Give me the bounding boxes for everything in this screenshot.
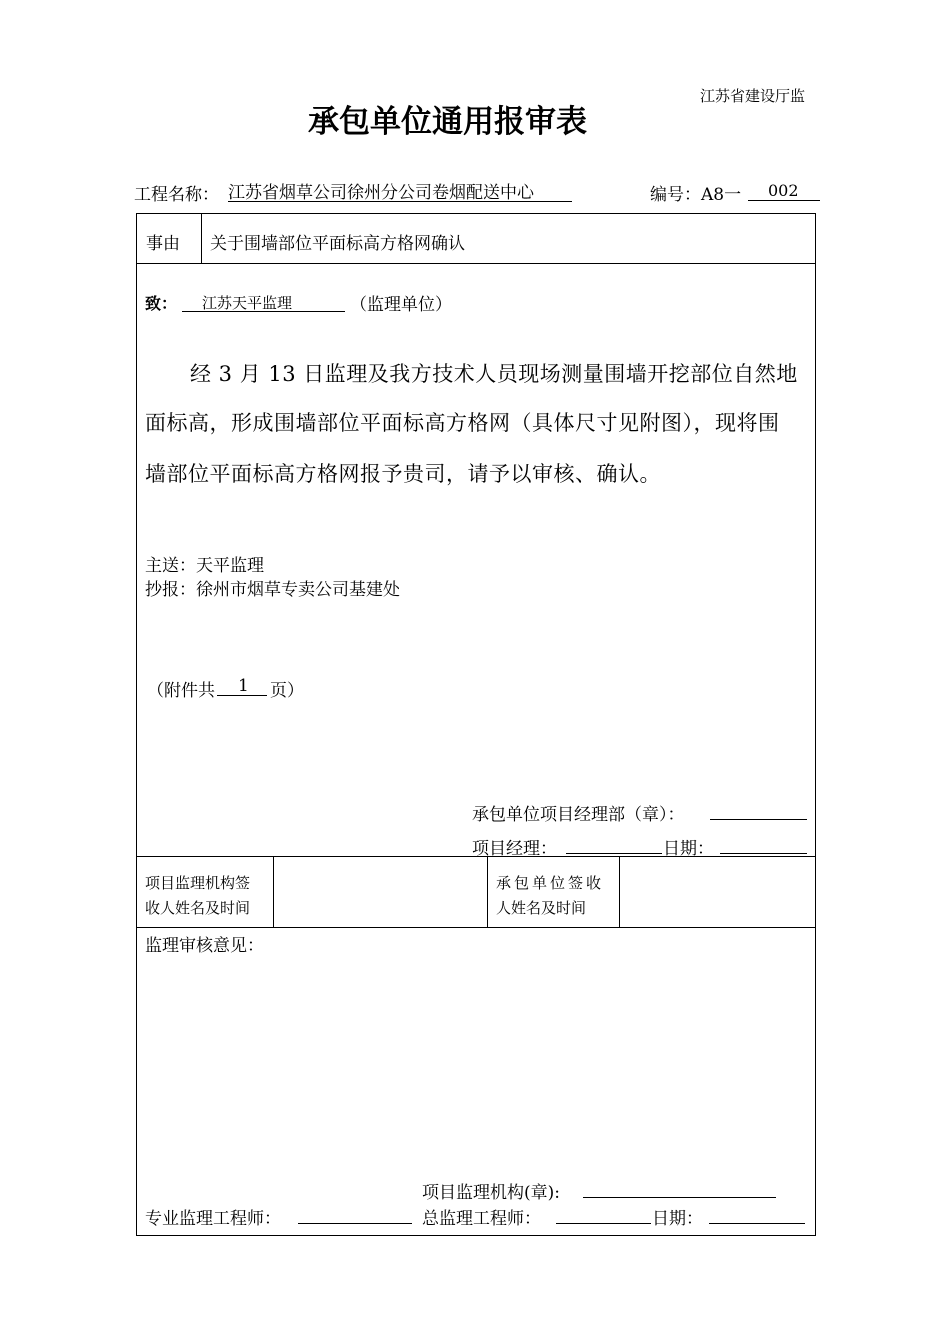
review-chief-label: 总监理工程师： — [422, 1209, 541, 1229]
review-chief-underline — [556, 1223, 651, 1224]
contractor-manager-underline — [566, 853, 662, 854]
to-label: 致： — [145, 294, 178, 313]
review-org-label: 项目监理机构(章): — [422, 1183, 560, 1203]
contractor-date-underline — [720, 853, 807, 854]
subject-divider — [201, 213, 202, 263]
number-label: 编号：A8一 — [650, 185, 742, 205]
body-line-3: 墙部位平面标高方格网报予贵司，请予以审核、确认。 — [145, 462, 661, 486]
number-value: 002 — [768, 181, 799, 200]
distribution-main: 主送：天平监理 — [145, 556, 264, 576]
contractor-receipt-label-line2: 人姓名及时间 — [496, 899, 587, 917]
review-org-underline — [583, 1197, 776, 1198]
contractor-dept-label: 承包单位项目经理部（章）： — [472, 805, 685, 825]
supervision-receipt-label-line2: 收人姓名及时间 — [145, 899, 251, 917]
number-underline — [748, 200, 820, 201]
page-title: 承包单位通用报审表 — [308, 104, 587, 140]
review-engineer-label: 专业监理工程师： — [145, 1209, 281, 1229]
subject-label: 事由 — [146, 234, 180, 254]
supervision-receipt-label-line1: 项目监理机构签 — [145, 874, 251, 892]
attachment-count: 1 — [238, 676, 249, 696]
receipt-divider-2 — [487, 856, 488, 927]
subject-row-border — [136, 263, 816, 264]
attachment-count-underline — [217, 695, 267, 696]
review-date-underline — [709, 1223, 805, 1224]
body-line-2: 面标高，形成围墙部位平面标高方格网（具体尺寸见附图），现将围 — [145, 411, 780, 435]
review-opinion-label: 监理审核意见： — [145, 936, 264, 956]
receipt-divider-1 — [273, 856, 274, 927]
receipt-divider-3 — [619, 856, 620, 927]
review-date-label: 日期： — [652, 1209, 703, 1229]
contractor-receipt-label-line1: 承包单位签收 — [496, 874, 605, 892]
project-name: 江苏省烟草公司徐州分公司卷烟配送中心 — [228, 183, 534, 203]
attachment-prefix: （附件共 — [147, 681, 215, 701]
issuer-text: 江苏省建设厅监 — [700, 87, 806, 105]
body-line-1: 经 3 月 13 日监理及我方技术人员现场测量围墙开挖部位自然地 — [190, 362, 798, 386]
project-label: 工程名称： — [134, 185, 219, 205]
to-recipient: 江苏天平监理 — [202, 294, 293, 312]
attachment-suffix: 页） — [270, 681, 304, 701]
receipt-row-top-border — [136, 856, 816, 857]
review-engineer-underline — [298, 1223, 412, 1224]
contractor-dept-underline — [710, 819, 807, 820]
receipt-row-bottom-border — [136, 927, 816, 928]
contractor-manager-label: 项目经理： — [472, 839, 557, 859]
to-suffix: （监理单位） — [350, 295, 452, 315]
subject-value: 关于围墙部位平面标高方格网确认 — [210, 234, 465, 254]
to-recipient-underline — [182, 311, 345, 312]
contractor-date-label: 日期： — [663, 839, 714, 859]
distribution-copy: 抄报：徐州市烟草专卖公司基建处 — [145, 580, 400, 600]
project-name-underline — [228, 201, 572, 202]
